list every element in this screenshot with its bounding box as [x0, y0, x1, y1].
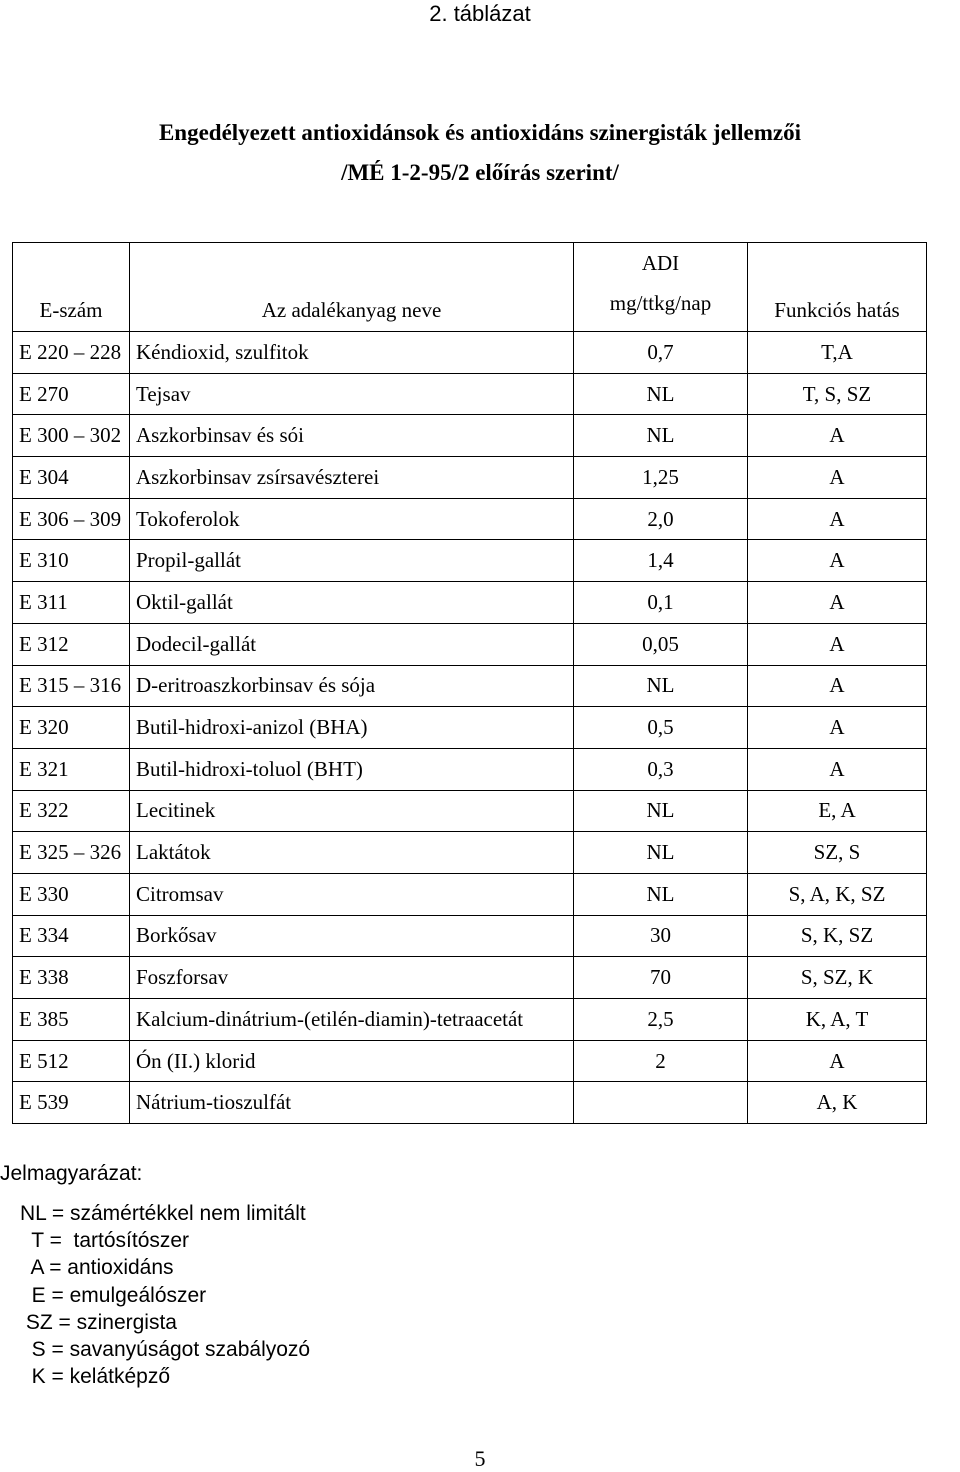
cell-name: Ón (II.) klorid [130, 1040, 574, 1082]
table-row [13, 873, 927, 915]
table-row [13, 957, 927, 999]
header-code: E-szám [13, 243, 130, 332]
table-row [13, 457, 927, 499]
cell-code: E 322 [13, 790, 130, 832]
cell-function: T,A [748, 332, 927, 374]
cell-adi: 0,3 [574, 748, 748, 790]
cell-function: S, K, SZ [748, 915, 927, 957]
cell-function: A [748, 1040, 927, 1082]
cell-name: Laktátok [130, 832, 574, 874]
cell-adi: 30 [574, 915, 748, 957]
cell-name: Propil-gallát [130, 540, 574, 582]
legend-item: A = antioxidáns [20, 1256, 174, 1280]
table-row [13, 707, 927, 749]
cell-code: E 385 [13, 999, 130, 1041]
cell-adi: 2,0 [574, 498, 748, 540]
table-row [13, 999, 927, 1041]
cell-code: E 330 [13, 873, 130, 915]
table-row [13, 1040, 927, 1082]
table-row [13, 373, 927, 415]
cell-adi [574, 1082, 748, 1124]
cell-function: SZ, S [748, 832, 927, 874]
legend-item: E = emulgeálószer [20, 1283, 207, 1307]
cell-name: Aszkorbinsav zsírsavészterei [130, 457, 574, 499]
cell-code: E 311 [13, 582, 130, 624]
cell-name: Kalcium-dinátrium-(etilén-diamin)-tetraacetát [130, 999, 574, 1041]
cell-adi: 1,4 [574, 540, 748, 582]
cell-adi: 0,05 [574, 623, 748, 665]
cell-function: A [748, 457, 927, 499]
cell-code: E 325 – 326 [13, 832, 130, 874]
cell-name: Tejsav [130, 373, 574, 415]
cell-name: Tokoferolok [130, 498, 574, 540]
cell-name: Lecitinek [130, 790, 574, 832]
table-title: Engedélyezett antioxidánsok és antioxidáns szinergisták jellemzői [158, 120, 802, 145]
header-adi-line2: mg/ttkg/nap [609, 291, 712, 315]
cell-function: A [748, 582, 927, 624]
cell-function: S, A, K, SZ [748, 873, 927, 915]
antioxidant-table [12, 242, 927, 1124]
cell-adi: NL [574, 873, 748, 915]
cell-name: Butil-hidroxi-toluol (BHT) [130, 748, 574, 790]
cell-adi: 70 [574, 957, 748, 999]
table-row [13, 915, 927, 957]
header-name: Az adalékanyag neve [130, 243, 574, 332]
table-row [13, 790, 927, 832]
cell-code: E 512 [13, 1040, 130, 1082]
table-label: 2. táblázat [429, 1, 531, 26]
cell-code: E 312 [13, 623, 130, 665]
legend-item: NL = számértékkel nem limitált [20, 1202, 306, 1225]
cell-function: S, SZ, K [748, 957, 927, 999]
cell-function: A [748, 540, 927, 582]
table-row [13, 582, 927, 624]
table-subtitle: /MÉ 1-2-95/2 előírás szerint/ [341, 160, 619, 185]
header-adi [574, 243, 748, 332]
cell-name: D-eritroaszkorbinsav és sója [130, 665, 574, 707]
cell-adi: NL [574, 665, 748, 707]
cell-adi: 0,7 [574, 332, 748, 374]
legend-list [20, 1200, 310, 1390]
cell-code: E 300 – 302 [13, 415, 130, 457]
cell-name: Kéndioxid, szulfitok [130, 332, 574, 374]
cell-adi: 0,5 [574, 707, 748, 749]
cell-name: Oktil-gallát [130, 582, 574, 624]
cell-name: Aszkorbinsav és sói [130, 415, 574, 457]
legend-item: SZ = szinergista [20, 1310, 177, 1334]
cell-function: A [748, 415, 927, 457]
cell-function: A [748, 498, 927, 540]
legend-item: K = kelátképző [20, 1365, 171, 1389]
cell-adi: NL [574, 373, 748, 415]
cell-adi: NL [574, 832, 748, 874]
table-row [13, 332, 927, 374]
cell-code: E 304 [13, 457, 130, 499]
cell-adi: 1,25 [574, 457, 748, 499]
cell-adi: 2 [574, 1040, 748, 1082]
legend-item: S = savanyúságot szabályozó [20, 1338, 311, 1362]
table-row [13, 498, 927, 540]
cell-name: Foszforsav [130, 957, 574, 999]
cell-adi: 0,1 [574, 582, 748, 624]
cell-name: Butil-hidroxi-anizol (BHA) [130, 707, 574, 749]
table-row [13, 665, 927, 707]
cell-code: E 270 [13, 373, 130, 415]
legend-item: T = tartósítószer [20, 1229, 190, 1253]
page-number: 5 [474, 1446, 486, 1471]
cell-code: E 220 – 228 [13, 332, 130, 374]
table-row [13, 540, 927, 582]
cell-code: E 321 [13, 748, 130, 790]
cell-code: E 320 [13, 707, 130, 749]
cell-function: T, S, SZ [748, 373, 927, 415]
header-function: Funkciós hatás [748, 243, 927, 332]
table-header-row [13, 243, 927, 332]
cell-function: A, K [748, 1082, 927, 1124]
cell-code: E 306 – 309 [13, 498, 130, 540]
cell-function: A [748, 623, 927, 665]
cell-name: Nátrium-tioszulfát [130, 1082, 574, 1124]
header-adi-line1: ADI [641, 251, 680, 275]
cell-adi: NL [574, 790, 748, 832]
table-row [13, 623, 927, 665]
table-row [13, 748, 927, 790]
legend-title: Jelmagyarázat: [0, 1162, 143, 1185]
cell-code: E 338 [13, 957, 130, 999]
cell-code: E 315 – 316 [13, 665, 130, 707]
cell-function: K, A, T [748, 999, 927, 1041]
table-row [13, 415, 927, 457]
cell-code: E 539 [13, 1082, 130, 1124]
cell-function: E, A [748, 790, 927, 832]
cell-code: E 310 [13, 540, 130, 582]
cell-name: Borkősav [130, 915, 574, 957]
cell-code: E 334 [13, 915, 130, 957]
cell-name: Dodecil-gallát [130, 623, 574, 665]
cell-function: A [748, 665, 927, 707]
cell-function: A [748, 707, 927, 749]
table-row [13, 832, 927, 874]
cell-adi: NL [574, 415, 748, 457]
cell-adi: 2,5 [574, 999, 748, 1041]
table-row [13, 1082, 927, 1124]
cell-name: Citromsav [130, 873, 574, 915]
cell-function: A [748, 748, 927, 790]
